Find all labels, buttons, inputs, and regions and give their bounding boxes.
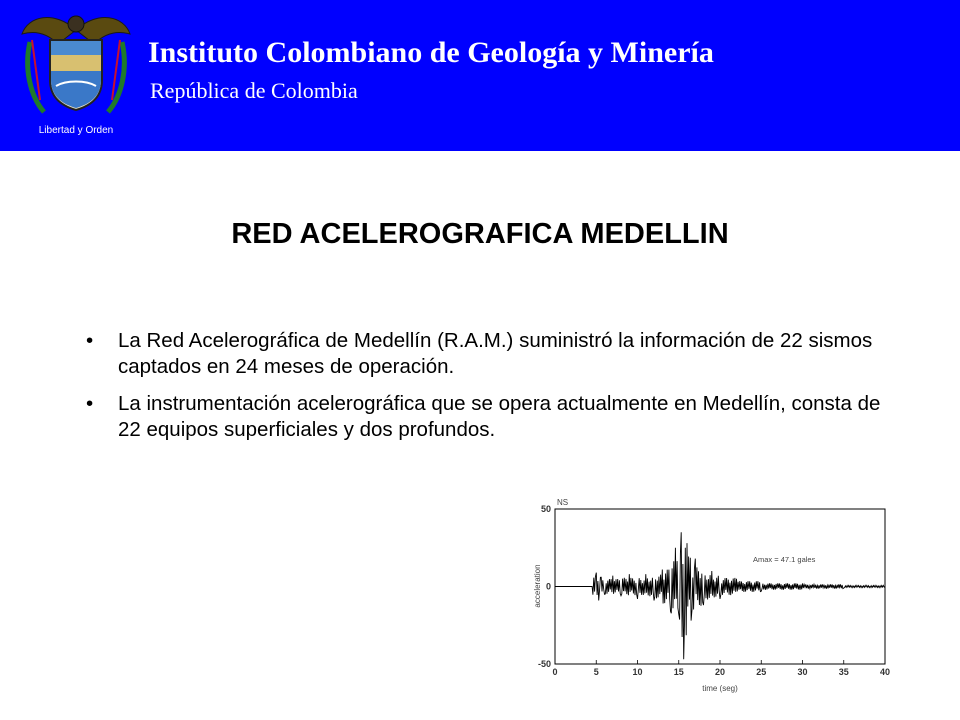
x-tick-label: 20 [714,667,726,677]
x-tick-label: 15 [673,667,684,677]
bullet-dot: • [86,392,94,415]
coat-of-arms-seal [20,8,132,144]
x-tick-label: 30 [797,667,808,677]
y-tick-label: 0 [545,581,551,592]
x-tick-label: 25 [756,667,767,677]
organization-subtitle: República de Colombia [150,78,358,103]
header-banner [0,0,960,151]
slide-title: RED ACELEROGRAFICA MEDELLIN [231,218,729,250]
x-tick-label: 35 [838,667,849,677]
x-tick-label: 5 [593,667,599,677]
y-axis-label: acceleration [533,564,542,608]
bullet-text: La instrumentación acelerográfica que se opera actualmente en Medellín, consta de 22 equipos superficiales y dos profundos. [118,392,881,441]
chart-title: NS [557,498,569,507]
bullet-list [86,328,886,454]
chart-annotation: Amax = 47.1 gales [753,555,816,564]
x-tick-label: 0 [552,667,558,677]
bullet-dot: • [86,329,94,352]
x-tick-label: 10 [632,667,643,677]
x-axis-label: time (seg) [702,684,738,693]
x-tick-label: 40 [879,667,891,677]
accelerogram-chart [510,492,900,700]
y-tick-label: 50 [540,504,551,514]
bullet-item [86,391,886,443]
organization-title: Instituto Colombiano de Geología y Minería [148,36,714,69]
seal-motto: Libertad y Orden [38,125,114,136]
bullet-item [86,328,886,380]
bullet-text: La Red Acelerográfica de Medellín (R.A.M.) suministró la información de 22 sismos captados en 24 meses de operación. [118,329,873,378]
y-tick-label: -50 [537,659,551,669]
